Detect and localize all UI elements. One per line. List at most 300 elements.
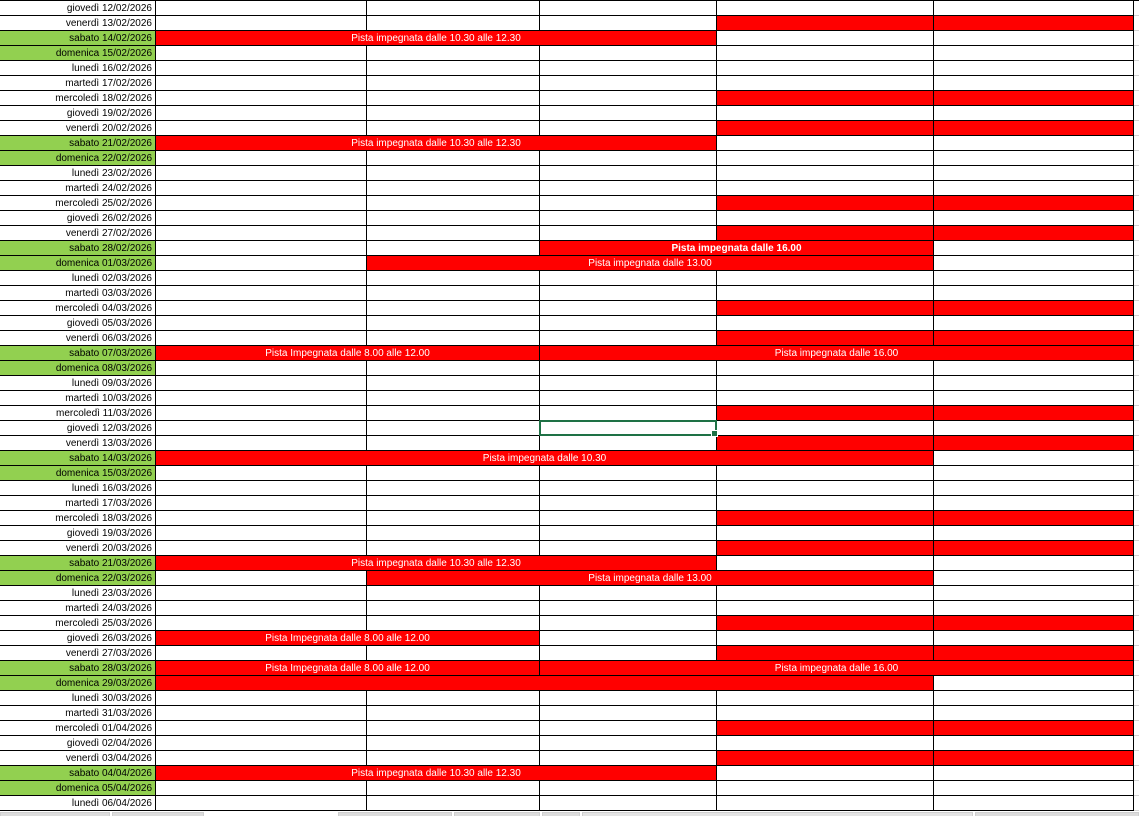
busy-cell[interactable] [717, 196, 934, 211]
busy-cell[interactable] [934, 646, 1134, 661]
empty-cell[interactable] [156, 121, 367, 136]
empty-cell[interactable] [156, 496, 367, 511]
empty-cell[interactable] [367, 721, 540, 736]
empty-cell[interactable] [717, 631, 934, 646]
busy-cell[interactable] [717, 646, 934, 661]
busy-cell[interactable] [934, 511, 1134, 526]
empty-cell[interactable] [156, 391, 367, 406]
empty-cell[interactable] [367, 466, 540, 481]
empty-cell[interactable] [540, 61, 717, 76]
empty-cell[interactable] [717, 526, 934, 541]
date-cell[interactable]: giovedì 26/02/2026 [0, 211, 156, 226]
date-cell[interactable]: giovedì 19/02/2026 [0, 106, 156, 121]
date-cell[interactable]: mercoledì 01/04/2026 [0, 721, 156, 736]
busy-cell[interactable] [717, 721, 934, 736]
date-cell[interactable]: venerdì 06/03/2026 [0, 331, 156, 346]
empty-cell[interactable] [367, 751, 540, 766]
empty-cell[interactable] [934, 166, 1134, 181]
empty-cell[interactable] [934, 451, 1134, 466]
empty-cell[interactable] [540, 706, 717, 721]
empty-cell[interactable] [540, 586, 717, 601]
empty-cell[interactable] [156, 646, 367, 661]
empty-cell[interactable] [367, 286, 540, 301]
empty-cell[interactable] [156, 46, 367, 61]
empty-cell[interactable] [540, 271, 717, 286]
empty-cell[interactable] [156, 331, 367, 346]
empty-cell[interactable] [540, 601, 717, 616]
empty-cell[interactable] [156, 571, 367, 586]
empty-cell[interactable] [540, 181, 717, 196]
empty-cell[interactable] [367, 616, 540, 631]
empty-cell[interactable] [367, 646, 540, 661]
empty-cell[interactable] [934, 1, 1134, 16]
empty-cell[interactable] [540, 316, 717, 331]
empty-cell[interactable] [367, 496, 540, 511]
empty-cell[interactable] [540, 226, 717, 241]
empty-cell[interactable] [540, 376, 717, 391]
empty-cell[interactable] [717, 136, 934, 151]
empty-cell[interactable] [156, 241, 367, 256]
empty-cell[interactable] [156, 706, 367, 721]
busy-cell[interactable] [934, 436, 1134, 451]
date-cell[interactable]: venerdì 13/02/2026 [0, 16, 156, 31]
empty-cell[interactable] [934, 496, 1134, 511]
empty-cell[interactable] [156, 196, 367, 211]
empty-cell[interactable] [934, 571, 1134, 586]
empty-cell[interactable] [156, 541, 367, 556]
date-cell[interactable]: venerdì 03/04/2026 [0, 751, 156, 766]
busy-cell[interactable] [934, 121, 1134, 136]
date-cell[interactable]: sabato 04/04/2026 [0, 766, 156, 781]
empty-cell[interactable] [367, 16, 540, 31]
event-bar[interactable]: Pista impegnata dalle 10.30 alle 12.30 [156, 31, 717, 46]
empty-cell[interactable] [540, 196, 717, 211]
date-cell[interactable]: martedì 03/03/2026 [0, 286, 156, 301]
empty-cell[interactable] [717, 766, 934, 781]
empty-cell[interactable] [540, 91, 717, 106]
date-cell[interactable]: mercoledì 04/03/2026 [0, 301, 156, 316]
empty-cell[interactable] [717, 481, 934, 496]
empty-cell[interactable] [156, 616, 367, 631]
empty-cell[interactable] [717, 61, 934, 76]
empty-cell[interactable] [367, 91, 540, 106]
empty-cell[interactable] [156, 271, 367, 286]
empty-cell[interactable] [367, 121, 540, 136]
empty-cell[interactable] [367, 706, 540, 721]
empty-cell[interactable] [717, 781, 934, 796]
date-cell[interactable]: sabato 28/03/2026 [0, 661, 156, 676]
date-cell[interactable]: lunedì 06/04/2026 [0, 796, 156, 811]
empty-cell[interactable] [540, 541, 717, 556]
empty-cell[interactable] [367, 181, 540, 196]
date-cell[interactable]: lunedì 02/03/2026 [0, 271, 156, 286]
empty-cell[interactable] [717, 586, 934, 601]
event-bar[interactable]: Pista impegnata dalle 10.30 [156, 451, 934, 466]
empty-cell[interactable] [717, 421, 934, 436]
empty-cell[interactable] [367, 196, 540, 211]
date-cell[interactable]: giovedì 19/03/2026 [0, 526, 156, 541]
empty-cell[interactable] [367, 541, 540, 556]
empty-cell[interactable] [540, 406, 717, 421]
date-cell[interactable]: sabato 21/02/2026 [0, 136, 156, 151]
empty-cell[interactable] [156, 61, 367, 76]
empty-cell[interactable] [717, 1, 934, 16]
fill-handle[interactable] [711, 430, 718, 437]
event-bar[interactable]: Pista impegnata dalle 10.30 alle 12.30 [156, 556, 717, 571]
empty-cell[interactable] [934, 151, 1134, 166]
empty-cell[interactable] [540, 616, 717, 631]
empty-cell[interactable] [540, 301, 717, 316]
busy-cell[interactable] [717, 331, 934, 346]
date-cell[interactable]: martedì 24/03/2026 [0, 601, 156, 616]
empty-cell[interactable] [540, 691, 717, 706]
empty-cell[interactable] [717, 376, 934, 391]
empty-cell[interactable] [934, 241, 1134, 256]
empty-cell[interactable] [934, 391, 1134, 406]
busy-cell[interactable] [717, 616, 934, 631]
date-cell[interactable]: mercoledì 18/03/2026 [0, 511, 156, 526]
empty-cell[interactable] [540, 76, 717, 91]
empty-cell[interactable] [934, 526, 1134, 541]
empty-cell[interactable] [367, 736, 540, 751]
empty-cell[interactable] [156, 301, 367, 316]
empty-cell[interactable] [717, 106, 934, 121]
empty-cell[interactable] [367, 391, 540, 406]
date-cell[interactable]: lunedì 16/03/2026 [0, 481, 156, 496]
date-cell[interactable]: domenica 22/03/2026 [0, 571, 156, 586]
empty-cell[interactable] [934, 211, 1134, 226]
empty-cell[interactable] [367, 481, 540, 496]
empty-cell[interactable] [934, 316, 1134, 331]
empty-cell[interactable] [540, 631, 717, 646]
empty-cell[interactable] [540, 481, 717, 496]
empty-cell[interactable] [156, 511, 367, 526]
empty-cell[interactable] [367, 46, 540, 61]
empty-cell[interactable] [934, 706, 1134, 721]
empty-cell[interactable] [367, 796, 540, 811]
empty-cell[interactable] [367, 331, 540, 346]
busy-cell[interactable] [934, 196, 1134, 211]
empty-cell[interactable] [156, 421, 367, 436]
empty-cell[interactable] [156, 256, 367, 271]
event-bar[interactable]: Pista impegnata dalle 13.00 [367, 256, 934, 271]
empty-cell[interactable] [717, 286, 934, 301]
busy-cell[interactable] [717, 436, 934, 451]
empty-cell[interactable] [156, 721, 367, 736]
empty-cell[interactable] [934, 466, 1134, 481]
empty-cell[interactable] [156, 736, 367, 751]
empty-cell[interactable] [156, 166, 367, 181]
empty-cell[interactable] [934, 766, 1134, 781]
empty-cell[interactable] [717, 76, 934, 91]
date-cell[interactable]: giovedì 12/03/2026 [0, 421, 156, 436]
empty-cell[interactable] [540, 1, 717, 16]
busy-cell[interactable] [934, 721, 1134, 736]
event-bar[interactable]: Pista impegnata dalle 10.30 alle 12.30 [156, 766, 717, 781]
empty-cell[interactable] [156, 211, 367, 226]
date-cell[interactable]: martedì 17/02/2026 [0, 76, 156, 91]
empty-cell[interactable] [540, 16, 717, 31]
busy-cell[interactable] [717, 121, 934, 136]
empty-cell[interactable] [156, 691, 367, 706]
empty-cell[interactable] [540, 721, 717, 736]
busy-cell[interactable] [934, 91, 1134, 106]
empty-cell[interactable] [367, 526, 540, 541]
empty-cell[interactable] [717, 211, 934, 226]
empty-cell[interactable] [156, 361, 367, 376]
date-cell[interactable]: domenica 29/03/2026 [0, 676, 156, 691]
date-cell[interactable]: mercoledì 18/02/2026 [0, 91, 156, 106]
empty-cell[interactable] [934, 586, 1134, 601]
empty-cell[interactable] [156, 1, 367, 16]
event-bar[interactable]: Pista Impegnata dalle 8.00 alle 12.00 [156, 346, 540, 361]
empty-cell[interactable] [367, 301, 540, 316]
date-cell[interactable]: giovedì 02/04/2026 [0, 736, 156, 751]
empty-cell[interactable] [156, 91, 367, 106]
busy-cell[interactable] [934, 226, 1134, 241]
busy-cell[interactable] [934, 301, 1134, 316]
empty-cell[interactable] [717, 706, 934, 721]
busy-cell[interactable] [934, 616, 1134, 631]
empty-cell[interactable] [156, 751, 367, 766]
event-bar[interactable]: Pista impegnata dalle 16.00 [540, 661, 1134, 676]
date-cell[interactable]: martedì 24/02/2026 [0, 181, 156, 196]
empty-cell[interactable] [934, 181, 1134, 196]
empty-cell[interactable] [367, 1, 540, 16]
empty-cell[interactable] [367, 271, 540, 286]
empty-cell[interactable] [934, 421, 1134, 436]
empty-cell[interactable] [717, 31, 934, 46]
empty-cell[interactable] [934, 61, 1134, 76]
empty-cell[interactable] [540, 466, 717, 481]
busy-cell[interactable] [717, 16, 934, 31]
empty-cell[interactable] [934, 376, 1134, 391]
empty-cell[interactable] [540, 511, 717, 526]
date-cell[interactable]: giovedì 12/02/2026 [0, 1, 156, 16]
empty-cell[interactable] [540, 151, 717, 166]
empty-cell[interactable] [934, 481, 1134, 496]
empty-cell[interactable] [367, 226, 540, 241]
empty-cell[interactable] [934, 271, 1134, 286]
empty-cell[interactable] [156, 481, 367, 496]
empty-cell[interactable] [717, 151, 934, 166]
empty-cell[interactable] [540, 391, 717, 406]
date-cell[interactable]: martedì 31/03/2026 [0, 706, 156, 721]
empty-cell[interactable] [717, 181, 934, 196]
empty-cell[interactable] [934, 736, 1134, 751]
empty-cell[interactable] [717, 691, 934, 706]
empty-cell[interactable] [717, 391, 934, 406]
empty-cell[interactable] [156, 796, 367, 811]
empty-cell[interactable] [156, 181, 367, 196]
busy-cell[interactable] [717, 751, 934, 766]
empty-cell[interactable] [367, 781, 540, 796]
empty-cell[interactable] [540, 331, 717, 346]
date-cell[interactable]: venerdì 27/02/2026 [0, 226, 156, 241]
empty-cell[interactable] [156, 586, 367, 601]
empty-cell[interactable] [717, 466, 934, 481]
empty-cell[interactable] [156, 781, 367, 796]
empty-cell[interactable] [156, 406, 367, 421]
busy-cell[interactable] [934, 331, 1134, 346]
empty-cell[interactable] [156, 151, 367, 166]
empty-cell[interactable] [367, 511, 540, 526]
date-cell[interactable]: lunedì 23/03/2026 [0, 586, 156, 601]
empty-cell[interactable] [367, 376, 540, 391]
busy-cell[interactable] [934, 406, 1134, 421]
date-cell[interactable]: venerdì 13/03/2026 [0, 436, 156, 451]
empty-cell[interactable] [367, 61, 540, 76]
empty-cell[interactable] [367, 691, 540, 706]
date-cell[interactable]: mercoledì 11/03/2026 [0, 406, 156, 421]
empty-cell[interactable] [367, 406, 540, 421]
empty-cell[interactable] [156, 106, 367, 121]
busy-cell[interactable] [934, 541, 1134, 556]
empty-cell[interactable] [540, 211, 717, 226]
empty-cell[interactable] [156, 316, 367, 331]
empty-cell[interactable] [934, 106, 1134, 121]
empty-cell[interactable] [934, 601, 1134, 616]
empty-cell[interactable] [540, 421, 717, 436]
empty-cell[interactable] [156, 226, 367, 241]
empty-cell[interactable] [717, 796, 934, 811]
empty-cell[interactable] [934, 781, 1134, 796]
event-bar[interactable] [156, 676, 934, 691]
busy-cell[interactable] [717, 226, 934, 241]
date-cell[interactable]: lunedì 09/03/2026 [0, 376, 156, 391]
empty-cell[interactable] [156, 16, 367, 31]
empty-cell[interactable] [540, 751, 717, 766]
event-bar[interactable]: Pista impegnata dalle 16.00 [540, 241, 934, 256]
empty-cell[interactable] [367, 241, 540, 256]
empty-cell[interactable] [717, 736, 934, 751]
empty-cell[interactable] [717, 166, 934, 181]
event-bar[interactable]: Pista impegnata dalle 13.00 [367, 571, 934, 586]
empty-cell[interactable] [156, 466, 367, 481]
empty-cell[interactable] [934, 256, 1134, 271]
date-cell[interactable]: sabato 14/02/2026 [0, 31, 156, 46]
date-cell[interactable]: lunedì 16/02/2026 [0, 61, 156, 76]
date-cell[interactable]: domenica 22/02/2026 [0, 151, 156, 166]
date-cell[interactable]: martedì 10/03/2026 [0, 391, 156, 406]
empty-cell[interactable] [717, 316, 934, 331]
date-cell[interactable]: sabato 21/03/2026 [0, 556, 156, 571]
empty-cell[interactable] [540, 796, 717, 811]
empty-cell[interactable] [934, 76, 1134, 91]
busy-cell[interactable] [717, 511, 934, 526]
empty-cell[interactable] [934, 136, 1134, 151]
empty-cell[interactable] [540, 526, 717, 541]
date-cell[interactable]: sabato 14/03/2026 [0, 451, 156, 466]
table-row [0, 646, 1139, 661]
empty-cell[interactable] [156, 601, 367, 616]
date-cell[interactable]: domenica 15/03/2026 [0, 466, 156, 481]
date-cell[interactable]: sabato 07/03/2026 [0, 346, 156, 361]
date-cell[interactable]: lunedì 30/03/2026 [0, 691, 156, 706]
date-cell[interactable]: venerdì 27/03/2026 [0, 646, 156, 661]
empty-cell[interactable] [156, 436, 367, 451]
empty-cell[interactable] [934, 691, 1134, 706]
empty-cell[interactable] [367, 586, 540, 601]
date-cell[interactable]: domenica 08/03/2026 [0, 361, 156, 376]
empty-cell[interactable] [934, 46, 1134, 61]
empty-cell[interactable] [540, 46, 717, 61]
date-cell[interactable]: domenica 05/04/2026 [0, 781, 156, 796]
date-cell[interactable]: sabato 28/02/2026 [0, 241, 156, 256]
empty-cell[interactable] [540, 106, 717, 121]
busy-cell[interactable] [717, 541, 934, 556]
busy-cell[interactable] [934, 16, 1134, 31]
busy-cell[interactable] [717, 91, 934, 106]
date-cell[interactable]: mercoledì 25/03/2026 [0, 616, 156, 631]
empty-cell[interactable] [717, 361, 934, 376]
empty-cell[interactable] [540, 496, 717, 511]
date-cell[interactable]: domenica 01/03/2026 [0, 256, 156, 271]
date-cell[interactable]: mercoledì 25/02/2026 [0, 196, 156, 211]
empty-cell[interactable] [156, 76, 367, 91]
empty-cell[interactable] [367, 436, 540, 451]
empty-cell[interactable] [367, 316, 540, 331]
empty-cell[interactable] [367, 76, 540, 91]
empty-cell[interactable] [540, 286, 717, 301]
empty-cell[interactable] [934, 631, 1134, 646]
busy-cell[interactable] [717, 301, 934, 316]
empty-cell[interactable] [540, 166, 717, 181]
empty-cell[interactable] [367, 361, 540, 376]
empty-cell[interactable] [540, 361, 717, 376]
date-cell[interactable]: giovedì 26/03/2026 [0, 631, 156, 646]
busy-cell[interactable] [934, 751, 1134, 766]
empty-cell[interactable] [540, 121, 717, 136]
empty-cell[interactable] [540, 436, 717, 451]
empty-cell[interactable] [156, 526, 367, 541]
date-cell[interactable]: venerdì 20/03/2026 [0, 541, 156, 556]
empty-cell[interactable] [367, 166, 540, 181]
empty-cell[interactable] [934, 556, 1134, 571]
date-cell[interactable]: martedì 17/03/2026 [0, 496, 156, 511]
date-cell[interactable]: lunedì 23/02/2026 [0, 166, 156, 181]
empty-cell[interactable] [717, 271, 934, 286]
empty-cell[interactable] [156, 376, 367, 391]
empty-cell[interactable] [367, 601, 540, 616]
event-bar[interactable]: Pista impegnata dalle 10.30 alle 12.30 [156, 136, 717, 151]
date-cell[interactable]: giovedì 05/03/2026 [0, 316, 156, 331]
empty-cell[interactable] [717, 496, 934, 511]
empty-cell[interactable] [540, 646, 717, 661]
empty-cell[interactable] [934, 286, 1134, 301]
empty-cell[interactable] [540, 736, 717, 751]
event-bar[interactable]: Pista Impegnata dalle 8.00 alle 12.00 [156, 661, 540, 676]
empty-cell[interactable] [540, 781, 717, 796]
busy-cell[interactable] [717, 406, 934, 421]
empty-cell[interactable] [367, 421, 540, 436]
empty-cell[interactable] [367, 211, 540, 226]
empty-cell[interactable] [934, 676, 1134, 691]
date-cell[interactable]: domenica 15/02/2026 [0, 46, 156, 61]
empty-cell[interactable] [367, 106, 540, 121]
event-bar[interactable]: Pista impegnata dalle 16.00 [540, 346, 1134, 361]
empty-cell[interactable] [934, 796, 1134, 811]
empty-cell[interactable] [367, 151, 540, 166]
empty-cell[interactable] [934, 361, 1134, 376]
empty-cell[interactable] [717, 46, 934, 61]
empty-cell[interactable] [717, 601, 934, 616]
empty-cell[interactable] [934, 31, 1134, 46]
event-bar[interactable]: Pista Impegnata dalle 8.00 alle 12.00 [156, 631, 540, 646]
empty-cell[interactable] [717, 556, 934, 571]
date-cell[interactable]: venerdì 20/02/2026 [0, 121, 156, 136]
empty-cell[interactable] [156, 286, 367, 301]
